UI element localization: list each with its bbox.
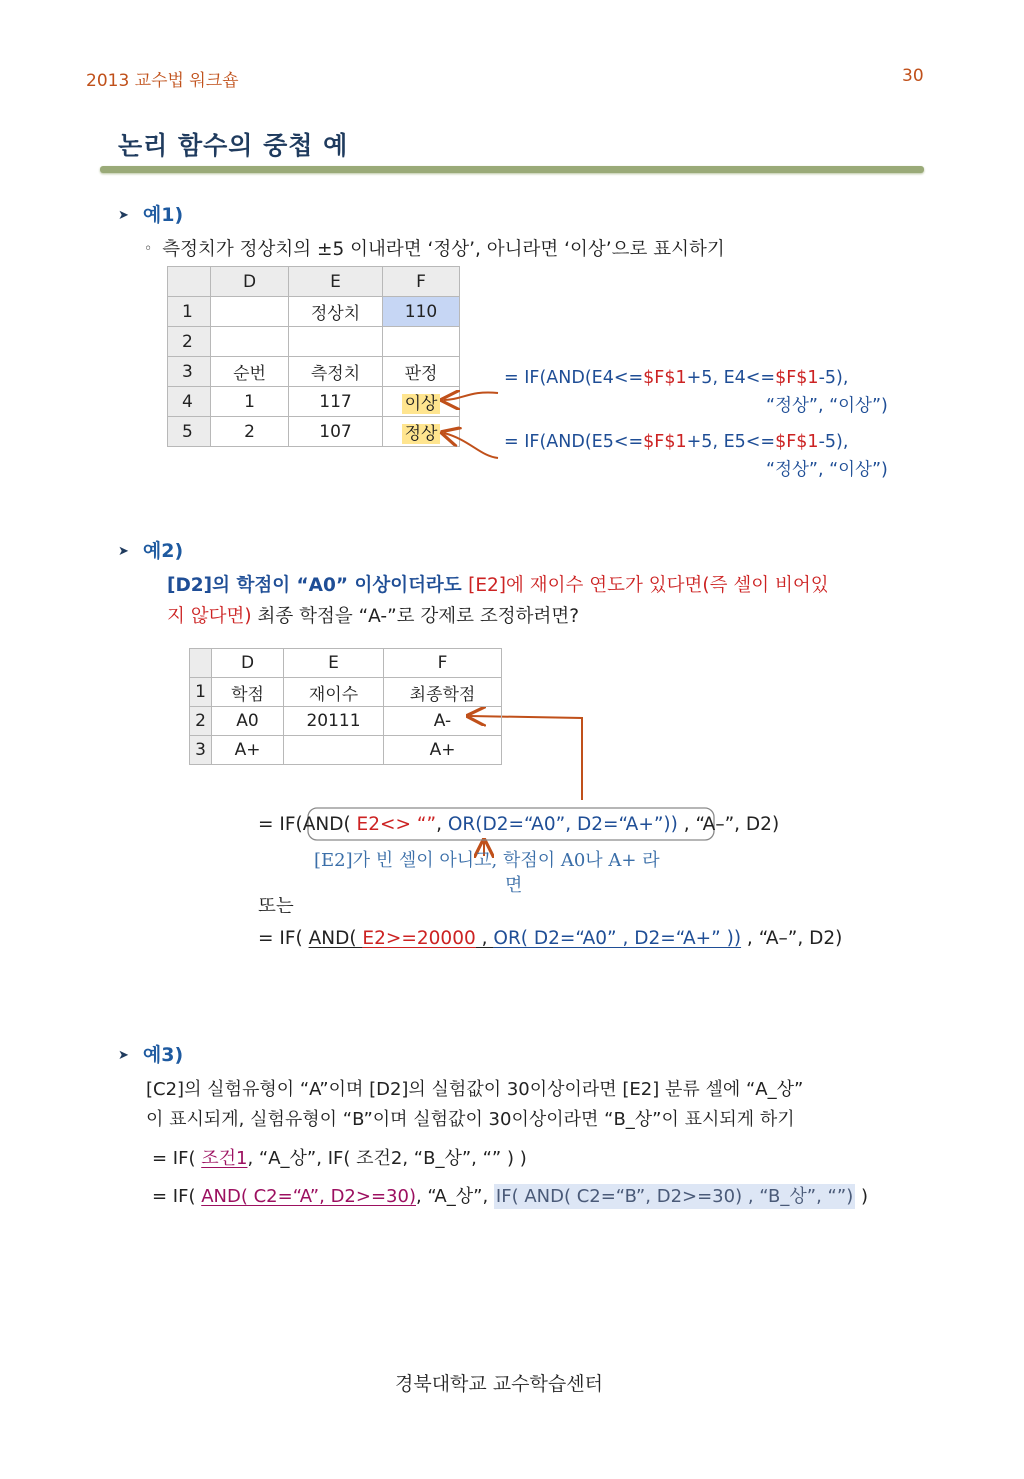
- table-cell-highlighted: 110: [383, 297, 460, 327]
- table-cell: 107: [289, 417, 383, 447]
- table-cell: 측정치: [289, 357, 383, 387]
- col-header: E: [284, 649, 384, 678]
- ex3-desc-line2: 이 표시되게, 실험유형이 “B”이며 실험값이 30이상이라면 “B_상”이 표시되게 하기: [146, 1109, 795, 1130]
- table-cell: 판정: [383, 357, 460, 387]
- circle-bullet-icon: ◦: [144, 241, 153, 257]
- row-number: 2: [190, 707, 212, 736]
- arrow-to-row4: [444, 392, 498, 400]
- arrow-bullet-icon: ➤: [118, 208, 129, 223]
- table-cell: [284, 736, 384, 765]
- table-cell: 1: [211, 387, 289, 417]
- row-number: 3: [190, 736, 212, 765]
- table-cell: 정상치: [289, 297, 383, 327]
- corner-cell: [190, 649, 212, 678]
- ex3-heading: ➤ 예3): [118, 1044, 184, 1066]
- ex2-formula-2: = IF( AND( E2>=20000 , OR( D2=“A0” , D2=“A+” )) , “A–”, D2): [258, 928, 843, 949]
- table-cell: 20111: [284, 707, 384, 736]
- ex3-formula-1: = IF( 조건1, “A_상”, IF( 조건2, “B_상”, “” ) ): [152, 1148, 527, 1169]
- page-number: 30: [902, 66, 924, 86]
- col-header: F: [384, 649, 502, 678]
- table-row: [190, 707, 502, 736]
- footer: 경북대학교 교수학습센터: [395, 1373, 603, 1395]
- col-header: E: [289, 267, 383, 297]
- arrow-bullet-icon: ➤: [118, 1048, 129, 1063]
- ex1-formula-1-line2: “정상”, “이상”): [766, 396, 888, 416]
- header-left: 2013 교수법 워크숍: [86, 71, 239, 91]
- ex1-formula-1: = IF(AND(E4<=$F$1+5, E4<=$F$1-5),: [504, 368, 849, 388]
- table-cell: 재이수: [284, 678, 384, 707]
- row-number: 1: [168, 297, 211, 327]
- row-number: 5: [168, 417, 211, 447]
- col-header: F: [383, 267, 460, 297]
- ex2-formula-1: = IF(AND( E2<> “”, OR(D2=“A0”, D2=“A+”)) , “A–”, D2): [258, 814, 780, 835]
- ex3-desc-line1: [C2]의 실험유형이 “A”이며 [D2]의 실험값이 30이상이라면 [E2] 분류 셀에 “A_상”: [146, 1079, 804, 1100]
- result-highlight: 정상: [402, 424, 441, 444]
- ex2-annotation-wrap: 면: [505, 875, 523, 896]
- row-number: 4: [168, 387, 211, 417]
- ex2-or-label: 또는: [258, 896, 294, 917]
- result-highlight: 이상: [402, 394, 441, 414]
- nested-if-highlight: IF( AND( C2=“B”, D2>=30) , “B_상”, “”): [495, 1186, 854, 1207]
- ex2-table: [189, 648, 502, 765]
- table-cell: 117: [289, 387, 383, 417]
- page-title: 논리 함수의 중첩 예: [118, 131, 349, 160]
- row-number: 3: [168, 357, 211, 387]
- ex2-question-line2: 지 않다면) 최종 학점을 “A-”로 강제로 조정하려면?: [167, 606, 580, 627]
- ex2-annotation: [E2]가 빈 셀이 아니고, 학점이 A0나 A+ 라: [314, 850, 660, 871]
- col-header: D: [212, 649, 284, 678]
- ex1-formula-2: = IF(AND(E5<=$F$1+5, E5<=$F$1-5),: [504, 432, 849, 452]
- ex2-heading: ➤ 예2): [118, 540, 184, 562]
- ex2-question-line1: [D2]의 학점이 “A0” 이상이더라도 [E2]에 재이수 연도가 있다면(즉 셀이 비어있: [167, 575, 829, 596]
- row-number: 1: [190, 678, 212, 707]
- table-row: [190, 678, 502, 707]
- ex3-formula-2: = IF( AND( C2=“A”, D2>=30), “A_상”, IF( AND( C2=“B”, D2>=30) , “B_상”, “”) ): [152, 1186, 868, 1207]
- table-cell: A+: [212, 736, 284, 765]
- table-cell: 2: [211, 417, 289, 447]
- table-cell: A0: [212, 707, 284, 736]
- ex1-heading: ➤ 예1): [118, 204, 184, 226]
- ex1-description: ◦ 측정치가 정상치의 ±5 이내라면 ‘정상’, 아니라면 ‘이상’으로 표시하기: [144, 239, 725, 260]
- arrow-bullet-icon: ➤: [118, 544, 129, 559]
- table-cell: A-: [384, 707, 502, 736]
- col-header: D: [211, 267, 289, 297]
- table-cell: 학점: [212, 678, 284, 707]
- table-row: [190, 736, 502, 765]
- ex1-formula-2-line2: “정상”, “이상”): [766, 460, 888, 480]
- table-cell: 최종학점: [384, 678, 502, 707]
- table-cell: 순번: [211, 357, 289, 387]
- row-number: 2: [168, 327, 211, 357]
- table-cell: A+: [384, 736, 502, 765]
- arrow-to-row5: [444, 433, 498, 458]
